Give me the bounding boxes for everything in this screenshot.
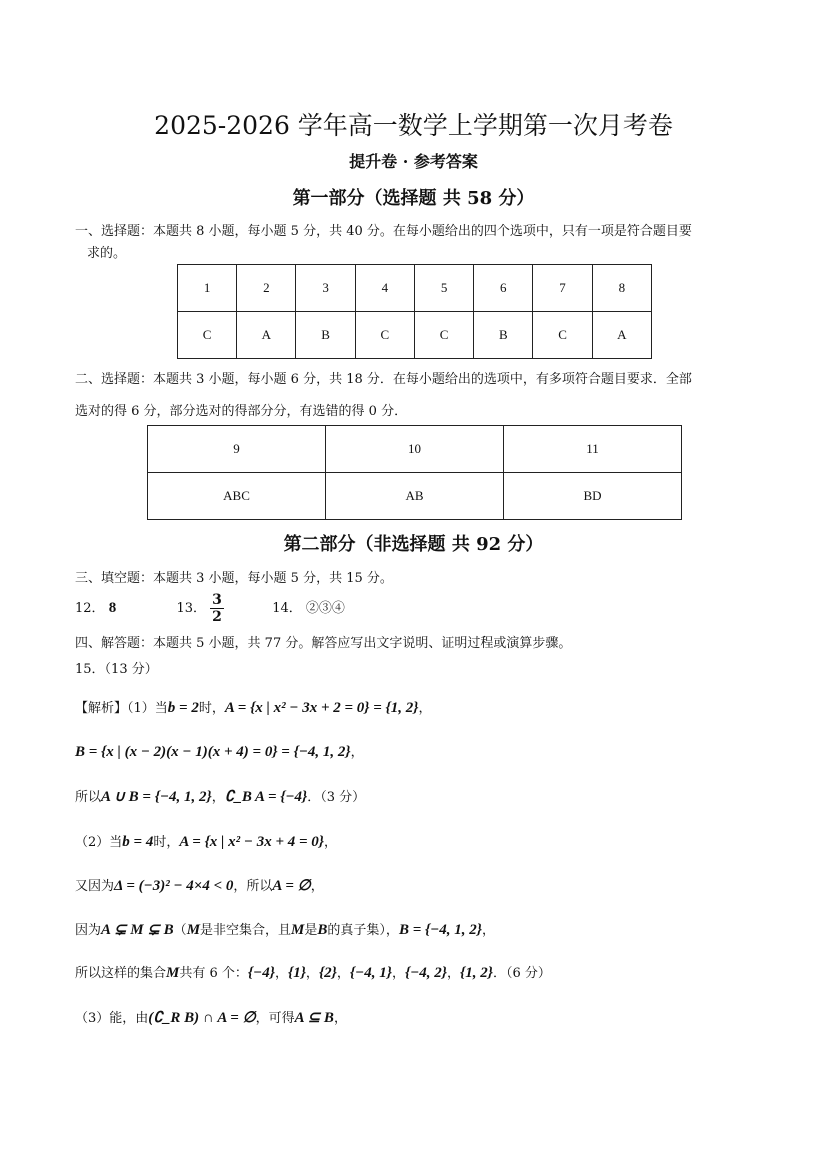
solution-text: 是 xyxy=(304,923,318,938)
solution-text: 是非空集合，且 xyxy=(200,923,292,938)
question-number-cell: 6 xyxy=(474,265,533,312)
answer-cell: AB xyxy=(326,473,504,520)
answer-cell: BD xyxy=(504,473,682,520)
q12-answer: 8 xyxy=(108,600,117,616)
solution-text: ， xyxy=(305,966,319,981)
math-expression: {−4} xyxy=(247,965,275,981)
math-expression: B = {−4, 1, 2} xyxy=(398,922,483,938)
solution-line xyxy=(75,741,364,761)
section2-instructions-cont: 选对的得 6 分，部分选对的得部分分，有选错的得 0 分． xyxy=(75,404,408,419)
part2-heading: 第二部分（非选择题 共 92 分） xyxy=(283,534,544,555)
mc-answer-table xyxy=(177,264,652,359)
answer-cell: A xyxy=(592,312,651,359)
question-number-cell: 11 xyxy=(504,426,682,473)
solution-text: ， xyxy=(350,745,364,760)
solution-line xyxy=(75,962,551,982)
question-number-cell: 2 xyxy=(237,265,296,312)
math-expression: {1, 2} xyxy=(460,965,493,981)
section3-instructions: 三、填空题：本题共 3 小题，每小题 5 分，共 15 分。 xyxy=(75,571,393,586)
solution-text: 又因为 xyxy=(75,879,115,894)
solution-text: ， xyxy=(324,835,338,850)
fill-in-answers xyxy=(75,592,345,625)
answer-cell: B xyxy=(296,312,355,359)
q13-label: 13． xyxy=(176,601,207,616)
solution-text: ．（3 分） xyxy=(307,790,366,805)
math-expression: B xyxy=(317,922,328,938)
solution-text: ， xyxy=(391,966,405,981)
math-expression: M xyxy=(186,922,201,938)
math-expression: b = 2 xyxy=(167,700,199,716)
math-expression: A = ∅ xyxy=(272,878,311,894)
answer-cell: C xyxy=(533,312,592,359)
solution-text: ， xyxy=(333,1011,347,1026)
solution-text: （ xyxy=(173,923,187,938)
question-number-cell: 5 xyxy=(414,265,473,312)
section1-instructions-cont: 求的。 xyxy=(87,246,127,261)
answer-cell: C xyxy=(178,312,237,359)
answer-cell: C xyxy=(355,312,414,359)
part1-heading: 第一部分（选择题 共 58 分） xyxy=(292,188,535,209)
math-expression: (∁_R B) ∩ A = ∅ xyxy=(148,1010,256,1026)
solution-line xyxy=(75,919,495,939)
q13-denominator: 2 xyxy=(212,609,222,625)
q12-label: 12． xyxy=(75,601,105,616)
math-expression: {2} xyxy=(318,965,337,981)
q14-answer: ②③④ xyxy=(305,601,345,616)
q15-header: 15．（13 分） xyxy=(75,662,158,677)
multi-answer-table xyxy=(147,425,682,520)
question-number-cell: 10 xyxy=(326,426,504,473)
section4-instructions: 四、解答题：本题共 5 小题，共 77 分。解答应写出文字说明、证明过程或演算步骤。 xyxy=(75,636,572,651)
solution-line xyxy=(75,697,432,717)
q13-numerator: 3 xyxy=(212,592,222,608)
solution-line xyxy=(75,786,365,806)
solution-text: 【解析】（1）当 xyxy=(75,701,168,716)
solution-text: ， xyxy=(310,879,324,894)
solution-text: 所以 xyxy=(75,790,102,805)
question-number-cell: 8 xyxy=(592,265,651,312)
document-title: 2025-2026 学年高一数学上学期第一次月考卷 xyxy=(154,111,673,140)
solution-text: ， xyxy=(274,966,288,981)
solution-text: 的真子集）， xyxy=(327,923,399,938)
math-expression: A ⊆ B xyxy=(294,1010,334,1026)
solution-text: ， xyxy=(336,966,350,981)
solution-line xyxy=(75,831,337,851)
answer-cell: B xyxy=(474,312,533,359)
math-expression: {1} xyxy=(287,965,306,981)
section2-instructions: 二、选择题：本题共 3 小题，每小题 6 分，共 18 分．在每小题给出的选项中，有多项符合题目要求．全部 xyxy=(75,372,692,387)
math-expression: A = {x | x² − 3x + 4 = 0} xyxy=(179,834,325,850)
solution-text: ， xyxy=(482,923,496,938)
solution-text: ，所以 xyxy=(233,879,273,894)
q14-label: 14． xyxy=(272,601,302,616)
solution-text: 共有 6 个： xyxy=(179,966,248,981)
question-number-cell: 7 xyxy=(533,265,592,312)
solution-line xyxy=(75,875,324,895)
math-expression: {−4, 2} xyxy=(404,965,448,981)
math-expression: A ⊊ M ⊊ B xyxy=(101,922,174,938)
question-number-cell: 9 xyxy=(148,426,326,473)
section1-instructions: 一、选择题：本题共 8 小题，每小题 5 分，共 40 分。在每小题给出的四个选项中，只有一项是符合题目要 xyxy=(75,224,692,239)
math-expression: M xyxy=(291,922,305,938)
solution-text: （2）当 xyxy=(75,835,123,850)
question-number-cell: 1 xyxy=(178,265,237,312)
solution-text: 时， xyxy=(153,835,180,850)
math-expression: B = {x | (x − 2)(x − 1)(x + 4) = 0} = {−4, 1, 2} xyxy=(75,744,351,760)
math-expression: b = 4 xyxy=(122,834,154,850)
q13-fraction xyxy=(210,592,224,625)
solution-text: 时， xyxy=(198,701,225,716)
question-number-cell: 4 xyxy=(355,265,414,312)
document-subtitle: 提升卷 · 参考答案 xyxy=(349,152,478,171)
math-expression: Δ = (−3)² − 4×4 < 0 xyxy=(114,878,234,894)
solution-text: ， xyxy=(418,701,432,716)
math-expression: A = {x | x² − 3x + 2 = 0} = {1, 2} xyxy=(224,700,419,716)
answer-cell: A xyxy=(237,312,296,359)
solution-text: ， xyxy=(447,966,461,981)
answer-cell: ABC xyxy=(148,473,326,520)
math-expression: M xyxy=(166,965,180,981)
solution-text: 所以这样的集合 xyxy=(75,966,167,981)
answer-cell: C xyxy=(414,312,473,359)
math-expression: ∁_B A = {−4} xyxy=(224,789,308,805)
solution-text: ， xyxy=(211,790,225,805)
solution-text: 因为 xyxy=(75,923,102,938)
question-number-cell: 3 xyxy=(296,265,355,312)
solution-text: ．（6 分） xyxy=(492,966,551,981)
math-expression: A ∪ B = {−4, 1, 2} xyxy=(101,789,212,805)
solution-text: ，可得 xyxy=(255,1011,295,1026)
solution-line xyxy=(75,1007,347,1027)
math-expression: {−4, 1} xyxy=(349,965,392,981)
solution-text: （3）能，由 xyxy=(75,1011,149,1026)
